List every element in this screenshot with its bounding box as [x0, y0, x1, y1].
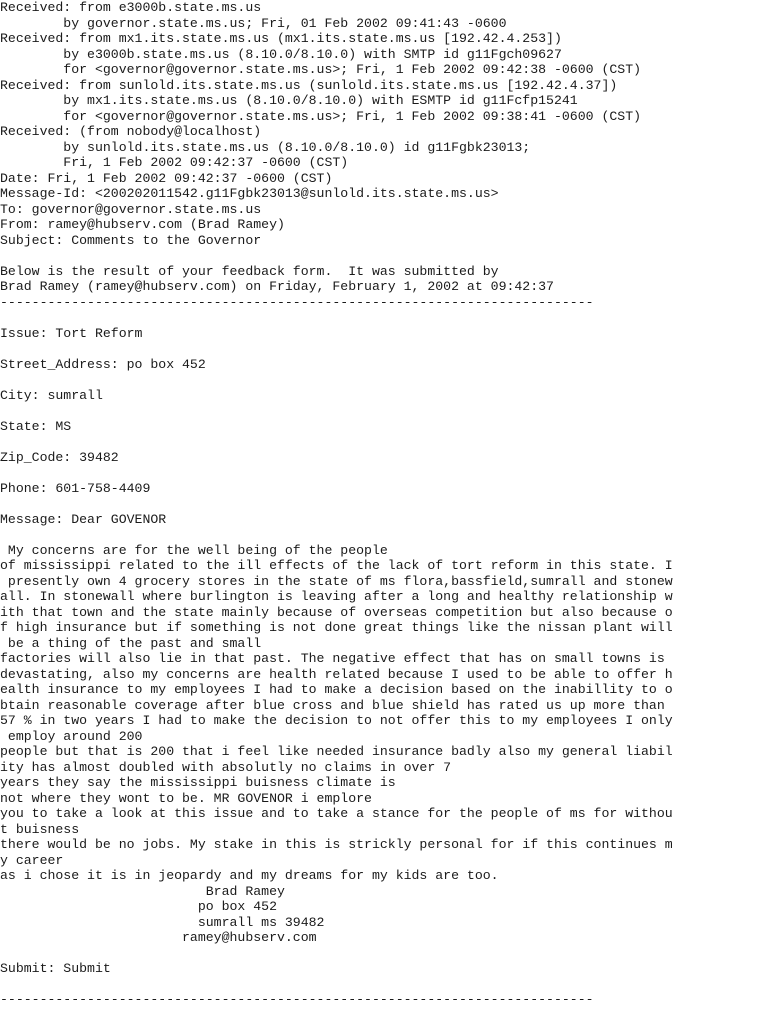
message-line: ity has almost doubled with absolutly no claims in over 7: [0, 759, 452, 775]
blank-line: [0, 310, 770, 326]
blank-line: [0, 248, 770, 264]
message-line: be a thing of the past and small: [0, 635, 262, 651]
header-line: by e3000b.state.ms.us (8.10.0/8.10.0) with SMTP id g11Fgch09627: [0, 46, 562, 62]
blank-line: [0, 434, 770, 450]
header-line: Received: from sunlold.its.state.ms.us (sunlold.its.state.ms.us [192.42.4.37]): [0, 77, 618, 93]
blank-line: [0, 403, 770, 419]
subject-header: Subject: Comments to the Governor: [0, 232, 262, 248]
separator-line: ---------------------------------------------------------------------------: [0, 992, 594, 1007]
message-line: people but that is 200 that i feel like needed insurance badly also my general liabil: [0, 744, 673, 759]
message-line: y career: [0, 852, 64, 868]
field-zip-code: Zip_Code: 39482: [0, 449, 119, 465]
signature-name: Brad Ramey: [0, 883, 285, 899]
from-header: From: ramey@hubserv.com (Brad Ramey): [0, 217, 285, 232]
field-issue: Issue: Tort Reform: [0, 325, 143, 341]
field-phone: Phone: 601-758-4409: [0, 480, 151, 496]
message-line: f high insurance but if something is not done great things like the nissan plant will: [0, 620, 673, 635]
message-line: of mississippi related to the ill effects of the lack of tort reform in this state. I: [0, 558, 673, 573]
intro-line: Below is the result of your feedback form. It was submitted by: [0, 263, 499, 279]
message-line: ith that town and the state mainly because of overseas competition but also because o: [0, 604, 673, 620]
signature-email: ramey@hubserv.com: [0, 930, 317, 945]
blank-line: [0, 465, 770, 481]
blank-line: [0, 341, 770, 357]
to-header: To: governor@governor.state.ms.us: [0, 201, 262, 217]
header-line: Received: from e3000b.state.ms.us: [0, 0, 262, 15]
message-line: t buisness: [0, 821, 80, 837]
submit-line: Submit: Submit: [0, 961, 111, 976]
message-line: not where they wont to be. MR GOVENOR i emplore: [0, 790, 372, 806]
intro-line: Brad Ramey (ramey@hubserv.com) on Friday, February 1, 2002 at 09:42:37: [0, 279, 554, 294]
header-line: Received: (from nobody@localhost): [0, 124, 262, 139]
message-line: ealth insurance to my employees I had to make a decision based on the inabillity to o: [0, 682, 673, 697]
blank-line: [0, 496, 770, 512]
blank-line: [0, 527, 770, 543]
message-line: btain reasonable coverage after blue cross and blue shield has rated us up more than: [0, 697, 665, 713]
message-line: employ around 200: [0, 728, 143, 744]
message-line: all. In stonewall where burlington is leaving after a long and healthy relationship w: [0, 589, 673, 604]
blank-line: [0, 946, 770, 962]
signature-city: sumrall ms 39482: [0, 914, 325, 930]
message-line: years they say the mississippi buisness climate is: [0, 775, 396, 790]
blank-line: [0, 977, 770, 993]
header-line: Received: from mx1.its.state.ms.us (mx1.its.state.ms.us [192.42.4.253]): [0, 31, 562, 46]
field-street-address: Street_Address: po box 452: [0, 356, 206, 372]
message-line: you to take a look at this issue and to take a stance for the people of ms for withou: [0, 806, 673, 821]
message-line: presently own 4 grocery stores in the state of ms flora,bassfield,sumrall and stonew: [0, 573, 673, 589]
header-line: by governor.state.ms.us; Fri, 01 Feb 2002 09:41:43 -0600: [0, 15, 507, 31]
header-line: Fri, 1 Feb 2002 09:42:37 -0600 (CST): [0, 155, 349, 170]
message-line: devastating, also my concerns are health related because I used to be able to offer h: [0, 666, 673, 682]
message-line: factories will also lie in that past. The negative effect that has on small towns is: [0, 651, 665, 666]
blank-line: [0, 372, 770, 388]
field-city: City: sumrall: [0, 387, 103, 403]
header-line: by mx1.its.state.ms.us (8.10.0/8.10.0) with ESMTP id g11Fcfp15241: [0, 93, 578, 108]
separator-line: ---------------------------------------------------------------------------: [0, 294, 594, 310]
field-state: State: MS: [0, 418, 72, 434]
message-line: 57 % in two years I had to make the decision to not offer this to my employees I only: [0, 713, 673, 728]
message-line: there would be no jobs. My stake in this is strickly personal for if this continues m: [0, 837, 673, 852]
header-line: for <governor@governor.state.ms.us>; Fri, 1 Feb 2002 09:38:41 -0600 (CST): [0, 108, 642, 124]
field-message: Message: Dear GOVENOR: [0, 511, 167, 527]
message-line: My concerns are for the well being of the people: [0, 542, 388, 558]
message-line: as i chose it is in jeopardy and my dreams for my kids are too.: [0, 868, 499, 883]
message-id-header: Message-Id: <200202011542.g11Fgbk23013@sunlold.its.state.ms.us>: [0, 186, 499, 201]
header-line: by sunlold.its.state.ms.us (8.10.0/8.10.0) id g11Fgbk23013;: [0, 139, 531, 155]
signature-address: po box 452: [0, 899, 277, 914]
header-line: for <governor@governor.state.ms.us>; Fri, 1 Feb 2002 09:42:38 -0600 (CST): [0, 62, 642, 77]
date-header: Date: Fri, 1 Feb 2002 09:42:37 -0600 (CST): [0, 170, 333, 186]
